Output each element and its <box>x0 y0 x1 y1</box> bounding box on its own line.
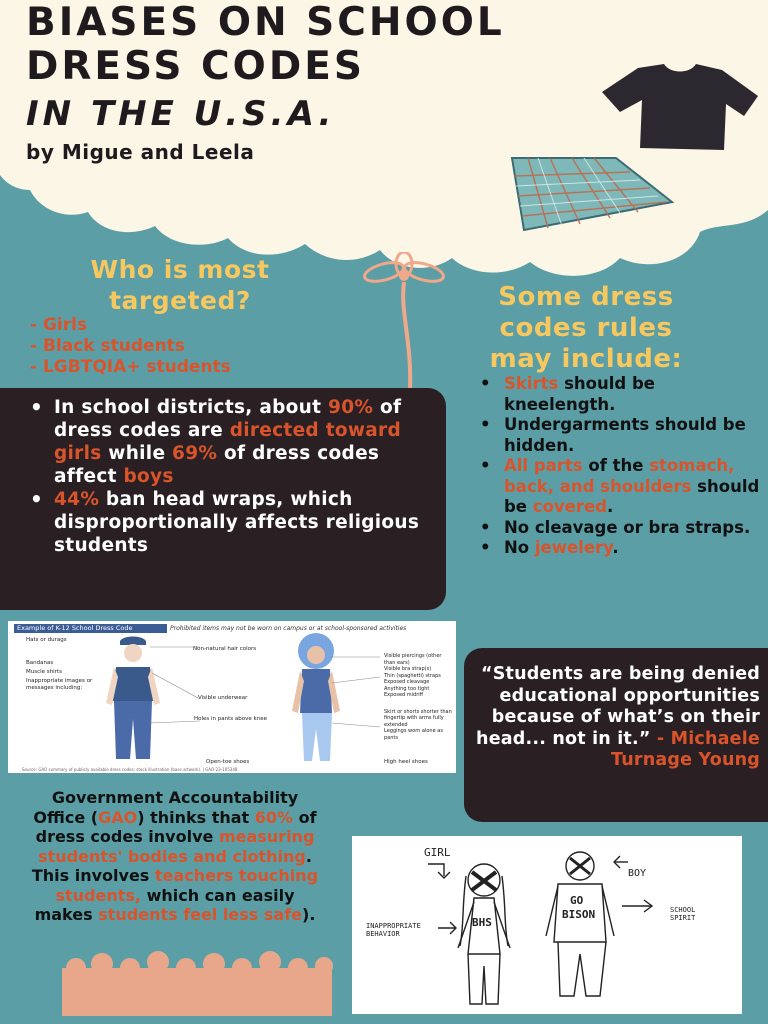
rules-heading-line-1: Some dress <box>498 282 674 312</box>
chart-label: Leggings worn alone as pants <box>384 728 443 741</box>
student-figures-illustration <box>100 633 380 767</box>
quote-box <box>464 648 768 822</box>
stat-item: • 44% ban head wraps, which disproportionally affects religious students <box>30 488 446 557</box>
chart-label: Bandanas <box>26 660 54 666</box>
chart-label: Non-natural hair colors <box>193 646 257 652</box>
crowd-silhouette-icon <box>62 950 334 1016</box>
t-shirt-icon <box>598 62 760 152</box>
targeted-heading-line-2: targeted? <box>109 286 251 315</box>
title-line-2: DRESS CODES <box>26 44 365 89</box>
rule-item: • Undergarments should be hidden. <box>478 415 768 456</box>
stats-list <box>0 396 446 557</box>
quote-text: “Students are being denied educational opportunities because of what’s on their head... not in it.” <box>476 664 760 749</box>
chart-label: High heel shoes <box>384 759 428 765</box>
chart-subtitle: Prohibited items may not be worn on campus or at school-sponsored activities <box>170 625 407 632</box>
rules-list <box>478 374 768 559</box>
sketch-right-note: SCHOOL SPIRIT <box>670 906 696 922</box>
sketch-figures <box>352 836 742 1014</box>
rule-item: • All parts of the stomach, back, and shoulders should be covered. <box>478 456 768 518</box>
targeted-heading-line-1: Who is most <box>90 255 270 284</box>
chart-label: Visible bra strap(s) <box>384 666 432 672</box>
byline: by Migue and Leela <box>26 140 255 164</box>
rules-heading <box>448 282 724 375</box>
quote-attribution: - Michaele Turnage Young <box>611 728 760 770</box>
chart-label: Anything too tight <box>384 685 430 692</box>
sketch-girl-shirt: BHS <box>472 916 492 929</box>
targeted-item: - Black students <box>30 336 185 356</box>
chart-label: Visible piercings (other than ears) <box>384 653 442 666</box>
dress-code-chart-image <box>8 621 456 773</box>
flower-icon <box>360 252 450 392</box>
gao-text: Government Accountability Office (GAO) thinks that 60% of dress codes involve measuring students' bodies and clothing. This involves teachers touching students, which can easily makes students feel less safe). <box>31 788 319 924</box>
sketch-boy-shirt-2: BISON <box>562 908 596 921</box>
title-line-3: IN THE U.S.A. <box>26 94 336 134</box>
chart-label: Holes in pants above knee <box>194 716 267 722</box>
chart-label: Open-toe shoes <box>206 759 250 765</box>
quote <box>470 664 760 772</box>
stat-item: • In school districts, about 90% of dress codes are directed toward girls while 69% of dress codes affect boys <box>30 396 446 488</box>
targeted-heading <box>40 254 320 316</box>
rule-item: • No cleavage or bra straps. <box>478 518 768 539</box>
targeted-list <box>30 315 231 378</box>
rule-item: • Skirts should be kneelength. <box>478 374 768 415</box>
chart-title-bar: Example of K-12 School Dress Code <box>14 624 167 633</box>
title-line-1: BIASES ON SCHOOL <box>26 0 505 45</box>
sketch-boy-shirt-1: GO <box>570 894 584 907</box>
chart-label: Thin (spaghetti) straps <box>384 672 441 679</box>
stats-box <box>0 388 446 610</box>
targeted-item: - LGBTQIA+ students <box>30 357 231 377</box>
chart-label: Visible underwear <box>198 695 248 701</box>
sketch-illustration <box>352 836 742 1014</box>
chart-label: Exposed cleavage <box>384 679 430 685</box>
chart-labels-right <box>384 653 454 741</box>
rule-item: • No jewelery. <box>478 538 768 559</box>
chart-label: Inappropriate images or messages including: <box>26 678 93 691</box>
targeted-item: - Girls <box>30 315 88 335</box>
chart-label: Muscle shirts <box>26 669 62 675</box>
skirt-icon <box>498 152 676 234</box>
rules-heading-line-3: may include: <box>489 344 683 374</box>
chart-source: Source: GAO summary of publicly available dress codes; stock illustration (base artwork). | GAO-23-105348 <box>22 767 238 772</box>
chart-label: Skirt or shorts shorter than fingertip with arms fully extended <box>384 708 452 728</box>
chart-label: Hats or durags <box>26 637 67 643</box>
rules-heading-line-2: codes rules <box>499 313 673 343</box>
sketch-girl-label: GIRL <box>424 846 451 859</box>
chart-labels-left <box>26 637 106 692</box>
sketch-boy-label: BOY <box>628 868 647 879</box>
sketch-left-note: INAPPROPRIATE BEHAVIOR <box>366 922 421 938</box>
chart-label: Exposed midriff <box>384 692 424 698</box>
